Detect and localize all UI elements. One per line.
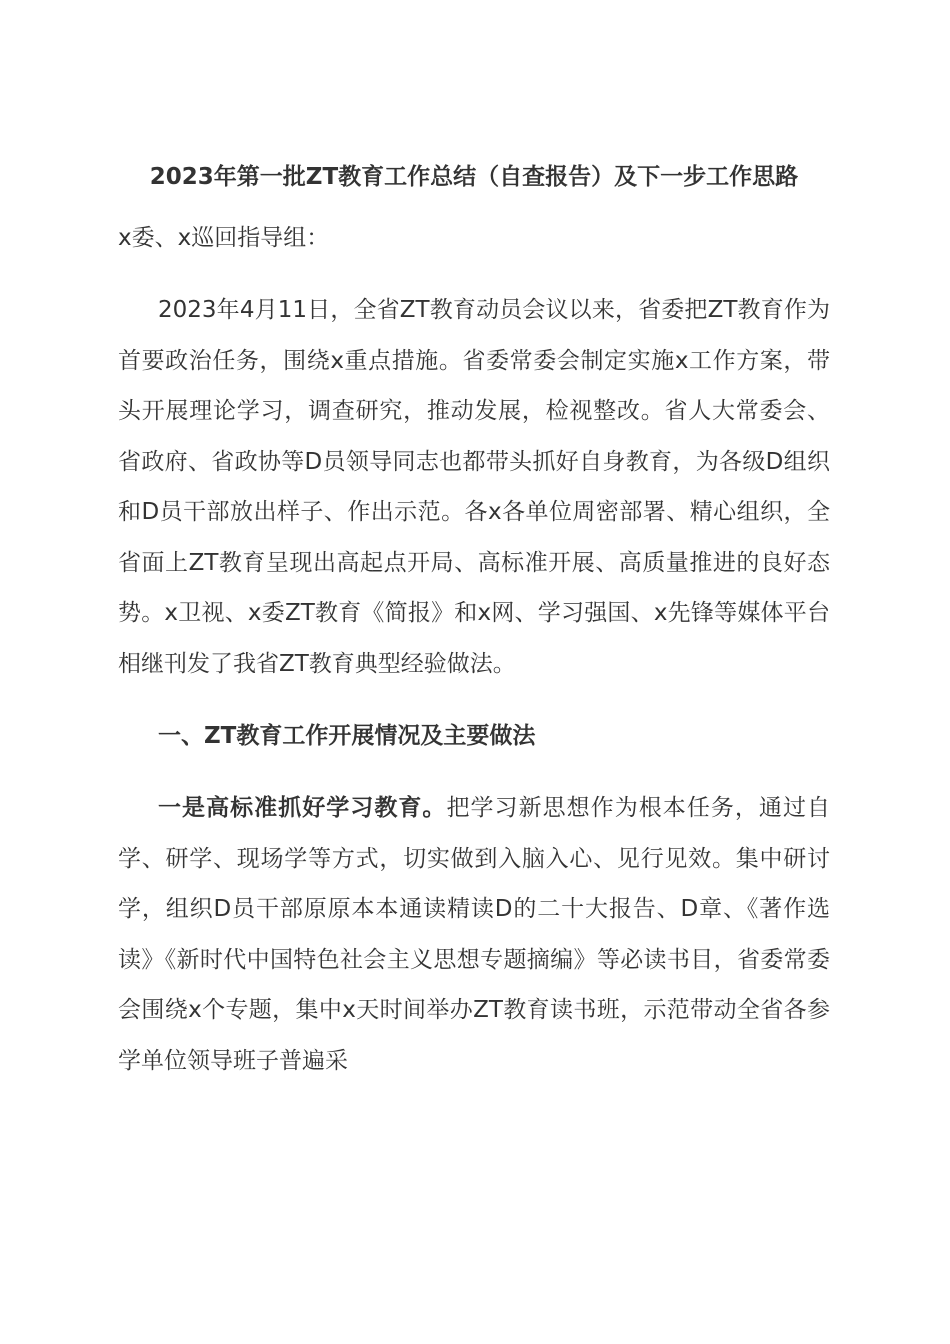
paragraph-lead: 一是高标准抓好学习教育。 [158,795,447,821]
paragraph-body: 把学习新思想作为根本任务，通过自学、研学、现场学等方式，切实做到入脑入心、见行见效。集中研讨学，组织D员干部原原本本通读精读D的二十大报告、D章、《著作选读》《新时代中国特色社会主义思想专题摘编》等必读书目，省委常委会围绕x个专题，集中x天时间举办ZT教育读书班，示范带动全省各参学单位领导班子普遍采 [118,795,831,1074]
document-page [118,152,830,1108]
section-heading-1: 一、ZT教育工作开展情况及主要做法 [158,723,536,749]
salutation: x委、x巡回指导组： [118,225,330,251]
document-title: 2023年第一批ZT教育工作总结（自查报告）及下一步工作思路 [149,164,799,190]
paragraph-study-education [118,783,830,1086]
paragraph-intro: 2023年4月11日，全省ZT教育动员会议以来，省委把ZT教育作为首要政治任务，围绕x重点措施。省委常委会制定实施x工作方案，带头开展理论学习，调查研究，推动发展，检视整改。省人大常委会、省政府、省政协等D员领导同志也都带头抓好自身教育，为各级D组织和D员干部放出样子、作出示范。各x各单位周密部署、精心组织，全省面上ZT教育呈现出高起点开局、高标准开展、高质量推进的良好态势。x卫视、x委ZT教育《简报》和x网、学习强国、x先锋等媒体平台相继刊发了我省ZT教育典型经验做法。 [118,297,830,677]
